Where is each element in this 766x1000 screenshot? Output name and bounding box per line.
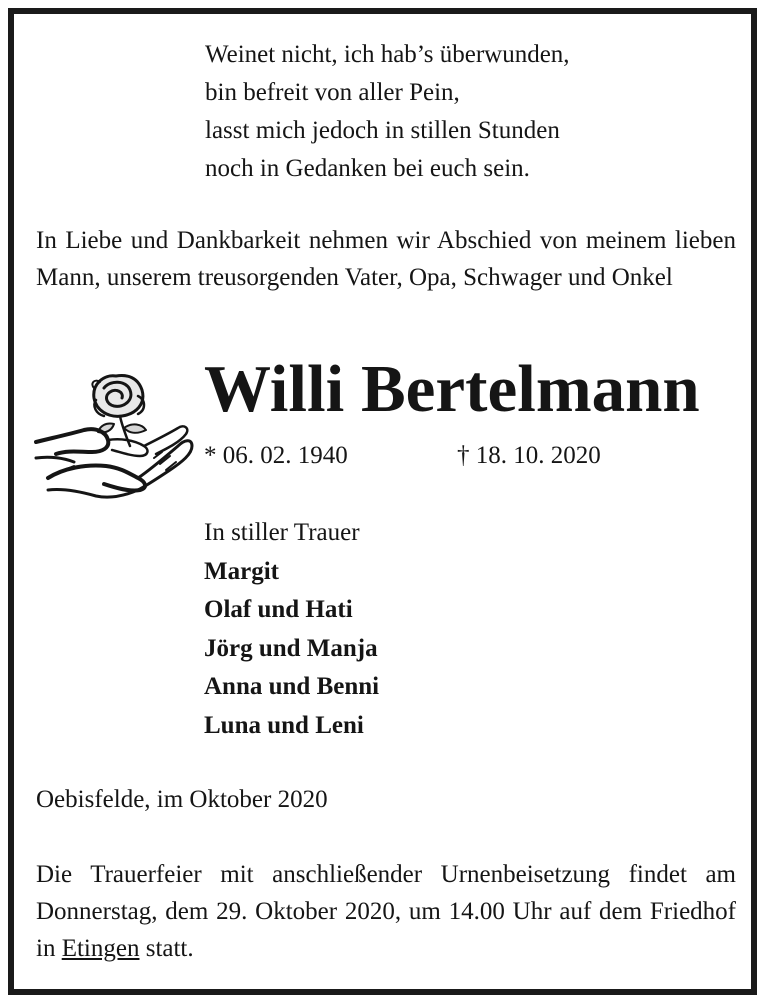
funeral-text: Die Trauerfeier mit anschließender Urnenbeisetzung findet am Donnerstag, dem 29. Oktober 2020, um 14.00 Uhr auf dem Friedhof in bbox=[36, 861, 736, 962]
mourner-name: Anna und Benni bbox=[204, 673, 380, 700]
birth-date: * 06. 02. 1940 bbox=[204, 442, 348, 469]
poem-line: bin befreit von aller Pein, bbox=[205, 79, 460, 106]
obituary-notice bbox=[8, 8, 757, 995]
poem-line: Weinet nicht, ich hab’s überwunden, bbox=[205, 41, 570, 68]
deceased-name: Willi Bertelmann bbox=[204, 352, 700, 426]
poem bbox=[205, 36, 570, 188]
mourner-name: Olaf und Hati bbox=[204, 596, 353, 623]
funeral-info bbox=[36, 856, 736, 967]
death-date: † 18. 10. 2020 bbox=[457, 442, 601, 469]
funeral-location: Etingen bbox=[61, 935, 140, 962]
funeral-text-end: statt. bbox=[139, 935, 194, 962]
poem-line: lasst mich jedoch in stillen Stunden bbox=[205, 117, 560, 144]
rose-in-hands-icon bbox=[34, 366, 199, 501]
poem-line: noch in Gedanken bei euch sein. bbox=[205, 155, 530, 182]
intro-text: In Liebe und Dankbarkeit nehmen wir Abschied von meinem lieben Mann, unserem treusorgenden Vater, Opa, Schwager und Onkel bbox=[36, 227, 736, 291]
mourner-name: Jörg und Manja bbox=[204, 634, 378, 662]
mourner-name: Luna und Leni bbox=[204, 711, 364, 739]
mourners-lead: In stiller Trauer bbox=[204, 519, 360, 546]
mourners-list bbox=[204, 514, 379, 745]
place-date: Oebisfelde, im Oktober 2020 bbox=[36, 786, 328, 813]
mourner-name: Margit bbox=[204, 557, 279, 585]
